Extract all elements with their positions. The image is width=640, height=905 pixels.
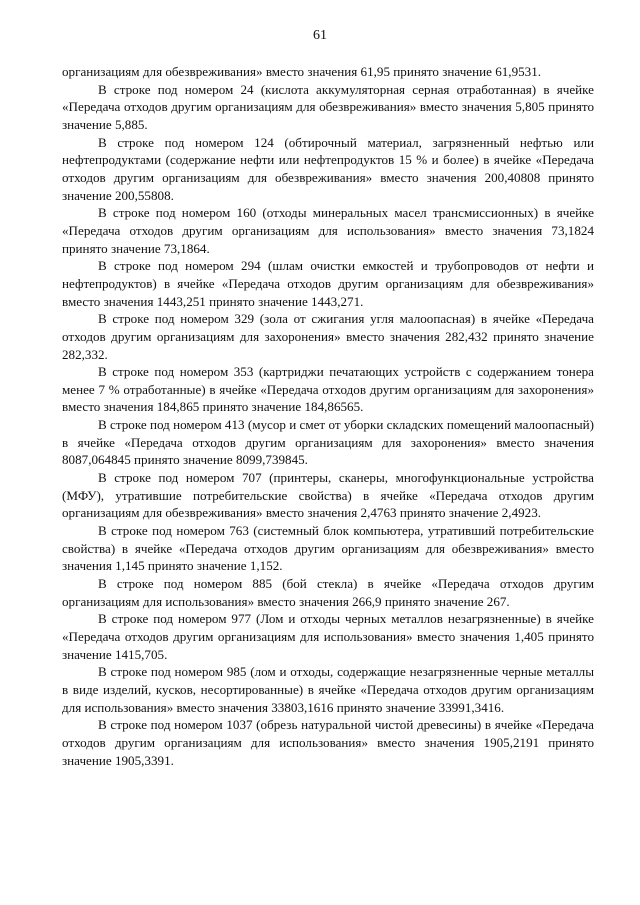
paragraph-row-763: В строке под номером 763 (системный блок компьютера, утративший потребительские свойства) в ячейке «Передача отходов другим организациям для обезвреживания» вместо значения 1,145 принято значение 1,152.	[62, 523, 594, 574]
paragraph-row-124: В строке под номером 124 (обтирочный материал, загрязненный нефтью или нефтепродуктами (содержание нефти или нефтепродуктов 15 % и более) в ячейке «Передача отходов другим организациям для обезвреживания» вместо значения 200,40808 принято значение 200,55808.	[62, 134, 594, 203]
body-text	[62, 63, 594, 769]
paragraph-row-985: В строке под номером 985 (лом и отходы, содержащие незагрязненные черные металлы в виде изделий, кусков, несортированные) в ячейке «Передача отходов другим организациям для использования» вместо значения 33803,1616 принято значение 33991,3416.	[62, 664, 594, 715]
paragraph-row-707: В строке под номером 707 (принтеры, сканеры, многофункциональные устройства (МФУ), утратившие потребительские свойства) в ячейке «Передача отходов другим организациям для обезвреживания» вместо значения 2,4763 принято значение 2,4923.	[62, 470, 594, 521]
paragraph-row-885: В строке под номером 885 (бой стекла) в ячейке «Передача отходов другим организациям для использования» вместо значения 266,9 принято значение 267.	[62, 576, 594, 609]
paragraph-row-329: В строке под номером 329 (зола от сжигания угля малоопасная) в ячейке «Передача отходов другим организациям для захоронения» вместо значения 282,432 принято значение 282,332.	[62, 311, 594, 362]
page-number: 61	[313, 28, 327, 43]
paragraph-continuation: организациям для обезвреживания» вместо значения 61,95 принято значение 61,9531.	[62, 64, 542, 79]
paragraph-row-294: В строке под номером 294 (шлам очистки емкостей и трубопроводов от нефти и нефтепродуктов) в ячейке «Передача отходов другим организациям для обезвреживания» вместо значения 1443,251 принято значение 1443,271.	[62, 258, 594, 309]
paragraph-row-1037: В строке под номером 1037 (обрезь натуральной чистой древесины) в ячейке «Передача отходов другим организациям для использования» вместо значения 1905,2191 принято значение 1905,3391.	[62, 717, 594, 768]
paragraph-row-413: В строке под номером 413 (мусор и смет от уборки складских помещений малоопасный) в ячейке «Передача отходов другим организациям для захоронения» вместо значения 8087,064845 принято значение 8099,739845.	[62, 417, 594, 468]
paragraph-row-977: В строке под номером 977 (Лом и отходы черных металлов незагрязненные) в ячейке «Передача отходов другим организациям для использования» вместо значения 1,405 принято значение 1415,705.	[62, 611, 594, 662]
paragraph-row-160: В строке под номером 160 (отходы минеральных масел трансмиссионных) в ячейке «Передача отходов другим организациям для использования» вместо значения 73,1824 принято значение 73,1864.	[62, 205, 594, 256]
paragraph-row-24: В строке под номером 24 (кислота аккумуляторная серная отработанная) в ячейке «Передача отходов другим организациям для обезвреживания» вместо значения 5,805 принято значение 5,885.	[62, 81, 594, 132]
paragraph-row-353: В строке под номером 353 (картриджи печатающих устройств с содержанием тонера менее 7 % отработанные) в ячейке «Передача отходов другим организациям для захоронения» вместо значения 184,865 принято значение 184,86565.	[62, 364, 594, 415]
